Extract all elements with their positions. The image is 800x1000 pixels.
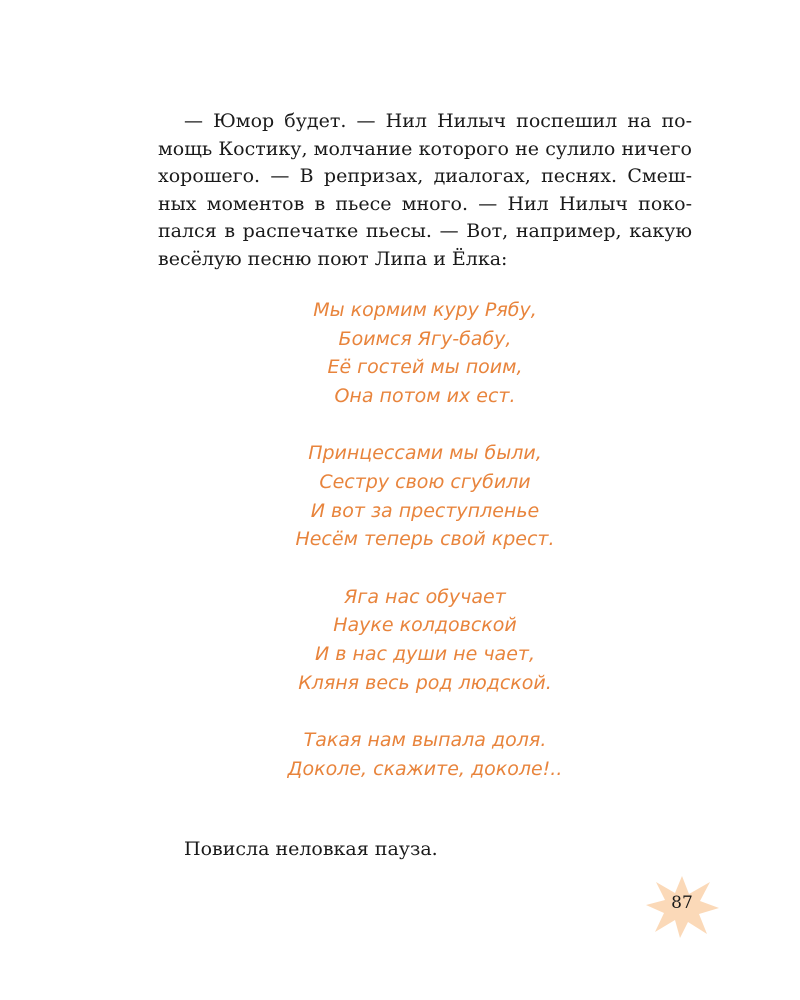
page-number-badge [644, 874, 720, 940]
poem-line: Она потом их ест. [334, 384, 516, 407]
poem-line: Мы кормим куру Рябу, [313, 299, 537, 321]
poem-line: Боимся Ягу-бабу, [338, 327, 512, 350]
text-line: весёлую песню поют Липа и Ёлка: [158, 247, 508, 270]
poem-line: Несём теперь свой крест. [295, 528, 555, 551]
poem-stanza [200, 583, 650, 697]
poem-line: Науке колдовской [333, 614, 517, 637]
page-number: 87 [671, 893, 693, 913]
poem-line: Такая нам выпала доля. [303, 729, 547, 752]
song-poem [200, 296, 650, 812]
poem-line: Доколе, скажите, доколе!.. [287, 757, 563, 780]
poem-line: Сестру свою сгубили [319, 470, 531, 493]
poem-stanza [200, 439, 650, 553]
text-line: ных моментов в пьесе много. — Нил Нилыч поко- [158, 192, 692, 215]
text-line: хорошего. — В репризах, диалогах, песнях. Смеш- [158, 165, 692, 187]
text-line: пался в распечатке пьесы. — Вот, например, какую [158, 220, 692, 242]
paragraph-dialogue [158, 108, 692, 273]
poem-line: Принцессами мы были, [308, 442, 542, 465]
text-line: Повисла неловкая пауза. [184, 838, 438, 860]
poem-line: Её гостей мы поим, [327, 356, 523, 379]
poem-stanza [200, 296, 650, 410]
poem-line: Кляня весь род людской. [298, 671, 552, 694]
text-line: — Юмор будет. — Нил Нилыч поспешил на по- [184, 110, 692, 132]
paragraph-pause [158, 836, 692, 864]
poem-line: Яга нас обучает [344, 585, 506, 608]
poem-line: И вот за преступленье [310, 499, 540, 522]
poem-stanza [200, 726, 650, 783]
poem-line: И в нас души не чает, [314, 642, 535, 665]
text-line: мощь Костику, молчание которого не сулило ничего [158, 137, 692, 160]
